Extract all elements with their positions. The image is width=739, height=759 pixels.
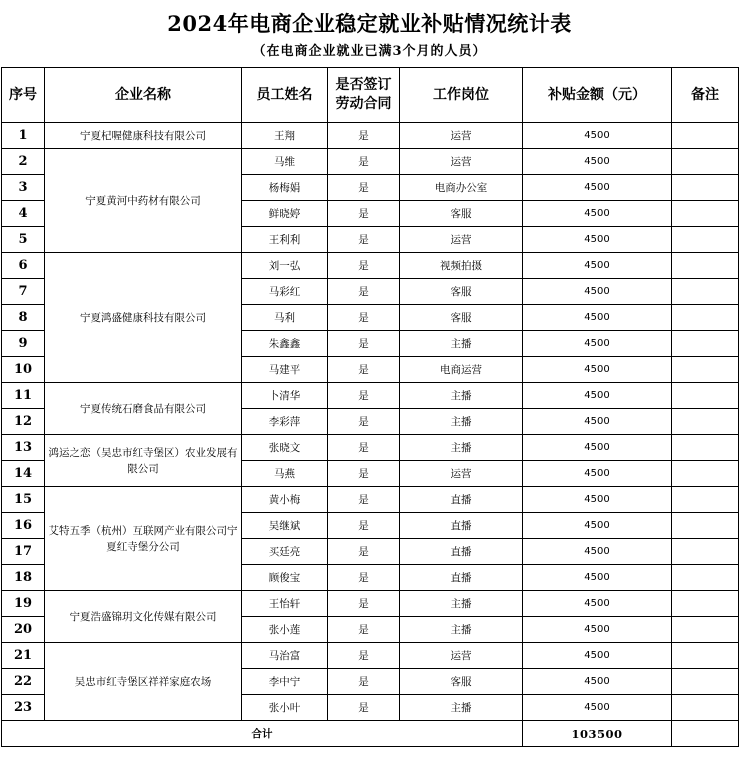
total-row (2, 721, 739, 747)
row-employee-name: 朱鑫鑫 (242, 331, 328, 357)
row-seq: 9 (2, 331, 45, 357)
row-amount: 4500 (523, 123, 672, 149)
row-employee-name: 杨梅娟 (242, 175, 328, 201)
row-remark (672, 201, 739, 227)
header-name: 员工姓名 (242, 68, 328, 123)
row-contract: 是 (328, 435, 400, 461)
row-contract: 是 (328, 643, 400, 669)
row-employee-name: 张晓文 (242, 435, 328, 461)
row-remark (672, 695, 739, 721)
row-remark (672, 383, 739, 409)
row-seq: 7 (2, 279, 45, 305)
header-contract: 是否签订劳动合同 (328, 68, 400, 123)
row-company: 宁夏杞喔健康科技有限公司 (45, 123, 242, 149)
row-employee-name: 张小叶 (242, 695, 328, 721)
row-contract: 是 (328, 123, 400, 149)
row-employee-name: 李中宁 (242, 669, 328, 695)
row-employee-name: 黄小梅 (242, 487, 328, 513)
row-employee-name: 买廷亮 (242, 539, 328, 565)
row-contract: 是 (328, 201, 400, 227)
row-remark (672, 669, 739, 695)
row-employee-name: 鲜晓婷 (242, 201, 328, 227)
total-remark (672, 721, 739, 747)
row-employee-name: 刘一弘 (242, 253, 328, 279)
row-amount: 4500 (523, 461, 672, 487)
row-seq: 6 (2, 253, 45, 279)
row-employee-name: 王怡轩 (242, 591, 328, 617)
row-contract: 是 (328, 383, 400, 409)
row-amount: 4500 (523, 669, 672, 695)
table-row (2, 591, 739, 617)
row-remark (672, 357, 739, 383)
row-contract: 是 (328, 669, 400, 695)
row-employee-name: 王利利 (242, 227, 328, 253)
row-remark (672, 591, 739, 617)
row-seq: 11 (2, 383, 45, 409)
row-employee-name: 马建平 (242, 357, 328, 383)
row-amount: 4500 (523, 643, 672, 669)
row-amount: 4500 (523, 565, 672, 591)
row-position: 客服 (400, 669, 523, 695)
row-position: 主播 (400, 617, 523, 643)
row-amount: 4500 (523, 357, 672, 383)
row-position: 电商办公室 (400, 175, 523, 201)
row-position: 运营 (400, 149, 523, 175)
row-employee-name: 张小莲 (242, 617, 328, 643)
row-seq: 1 (2, 123, 45, 149)
row-company: 宁夏浩盛锦玥文化传媒有限公司 (45, 591, 242, 643)
row-contract: 是 (328, 409, 400, 435)
row-amount: 4500 (523, 149, 672, 175)
row-seq: 4 (2, 201, 45, 227)
row-amount: 4500 (523, 513, 672, 539)
row-employee-name: 顾俊宝 (242, 565, 328, 591)
row-remark (672, 539, 739, 565)
row-company: 吴忠市红寺堡区祥祥家庭农场 (45, 643, 242, 721)
row-seq: 19 (2, 591, 45, 617)
row-amount: 4500 (523, 305, 672, 331)
row-employee-name: 马治富 (242, 643, 328, 669)
row-contract: 是 (328, 617, 400, 643)
row-amount: 4500 (523, 227, 672, 253)
row-seq: 15 (2, 487, 45, 513)
row-position: 主播 (400, 331, 523, 357)
row-company: 宁夏黄河中药材有限公司 (45, 149, 242, 253)
row-remark (672, 617, 739, 643)
row-remark (672, 461, 739, 487)
row-position: 主播 (400, 695, 523, 721)
row-position: 运营 (400, 227, 523, 253)
total-amount: 103500 (523, 721, 672, 747)
row-amount: 4500 (523, 383, 672, 409)
table-row (2, 487, 739, 513)
row-amount: 4500 (523, 539, 672, 565)
page-subtitle: （在电商企业就业已满3个月的人员） (252, 44, 487, 59)
header-company: 企业名称 (45, 68, 242, 123)
row-employee-name: 卜清华 (242, 383, 328, 409)
row-amount: 4500 (523, 617, 672, 643)
page-title: 2024年电商企业稳定就业补贴情况统计表 (167, 11, 572, 36)
row-remark (672, 643, 739, 669)
row-amount: 4500 (523, 175, 672, 201)
row-employee-name: 马维 (242, 149, 328, 175)
header-amount: 补贴金额（元） (523, 68, 672, 123)
row-contract: 是 (328, 357, 400, 383)
row-company: 宁夏传统石磨食品有限公司 (45, 383, 242, 435)
row-employee-name: 吴继斌 (242, 513, 328, 539)
row-contract: 是 (328, 227, 400, 253)
table-row (2, 643, 739, 669)
row-contract: 是 (328, 461, 400, 487)
table-row (2, 149, 739, 175)
row-employee-name: 李彩萍 (242, 409, 328, 435)
row-amount: 4500 (523, 435, 672, 461)
row-contract: 是 (328, 695, 400, 721)
row-seq: 17 (2, 539, 45, 565)
row-amount: 4500 (523, 253, 672, 279)
row-position: 运营 (400, 123, 523, 149)
row-contract: 是 (328, 279, 400, 305)
row-company: 鸿运之恋（吴忠市红寺堡区）农业发展有限公司 (45, 435, 242, 487)
row-remark (672, 279, 739, 305)
row-contract: 是 (328, 513, 400, 539)
row-remark (672, 305, 739, 331)
row-seq: 21 (2, 643, 45, 669)
table-row (2, 435, 739, 461)
row-seq: 18 (2, 565, 45, 591)
row-seq: 2 (2, 149, 45, 175)
row-employee-name: 马彩红 (242, 279, 328, 305)
row-amount: 4500 (523, 591, 672, 617)
row-remark (672, 331, 739, 357)
row-amount: 4500 (523, 487, 672, 513)
row-seq: 10 (2, 357, 45, 383)
row-position: 直播 (400, 487, 523, 513)
table-row (2, 123, 739, 149)
row-contract: 是 (328, 565, 400, 591)
row-position: 电商运营 (400, 357, 523, 383)
row-amount: 4500 (523, 695, 672, 721)
row-amount: 4500 (523, 201, 672, 227)
row-position: 主播 (400, 435, 523, 461)
row-remark (672, 487, 739, 513)
row-position: 直播 (400, 513, 523, 539)
row-position: 主播 (400, 409, 523, 435)
row-seq: 3 (2, 175, 45, 201)
total-label: 合计 (2, 721, 523, 747)
row-contract: 是 (328, 149, 400, 175)
table-body (2, 123, 739, 747)
row-seq: 16 (2, 513, 45, 539)
header-seq: 序号 (2, 68, 45, 123)
row-remark (672, 227, 739, 253)
row-employee-name: 马利 (242, 305, 328, 331)
row-remark (672, 565, 739, 591)
row-seq: 5 (2, 227, 45, 253)
row-position: 运营 (400, 643, 523, 669)
row-remark (672, 409, 739, 435)
row-contract: 是 (328, 539, 400, 565)
table-row (2, 253, 739, 279)
row-employee-name: 王翔 (242, 123, 328, 149)
table-row (2, 383, 739, 409)
row-remark (672, 149, 739, 175)
row-position: 客服 (400, 279, 523, 305)
subsidy-table (1, 67, 739, 747)
row-remark (672, 123, 739, 149)
row-contract: 是 (328, 487, 400, 513)
row-position: 主播 (400, 383, 523, 409)
row-position: 视频拍摄 (400, 253, 523, 279)
row-contract: 是 (328, 331, 400, 357)
row-position: 直播 (400, 565, 523, 591)
row-remark (672, 513, 739, 539)
row-position: 直播 (400, 539, 523, 565)
row-seq: 14 (2, 461, 45, 487)
row-amount: 4500 (523, 279, 672, 305)
row-remark (672, 253, 739, 279)
row-contract: 是 (328, 253, 400, 279)
header-position: 工作岗位 (400, 68, 523, 123)
row-company: 宁夏鸿盛健康科技有限公司 (45, 253, 242, 383)
row-seq: 22 (2, 669, 45, 695)
row-remark (672, 435, 739, 461)
row-contract: 是 (328, 305, 400, 331)
row-remark (672, 175, 739, 201)
row-amount: 4500 (523, 409, 672, 435)
row-seq: 8 (2, 305, 45, 331)
header-remark: 备注 (672, 68, 739, 123)
row-amount: 4500 (523, 331, 672, 357)
row-company: 艾特五季（杭州）互联网产业有限公司宁夏红寺堡分公司 (45, 487, 242, 591)
row-seq: 20 (2, 617, 45, 643)
row-position: 运营 (400, 461, 523, 487)
row-position: 客服 (400, 201, 523, 227)
row-seq: 13 (2, 435, 45, 461)
row-position: 主播 (400, 591, 523, 617)
row-position: 客服 (400, 305, 523, 331)
row-contract: 是 (328, 591, 400, 617)
header-row (2, 68, 739, 123)
row-employee-name: 马燕 (242, 461, 328, 487)
row-seq: 12 (2, 409, 45, 435)
row-contract: 是 (328, 175, 400, 201)
row-seq: 23 (2, 695, 45, 721)
